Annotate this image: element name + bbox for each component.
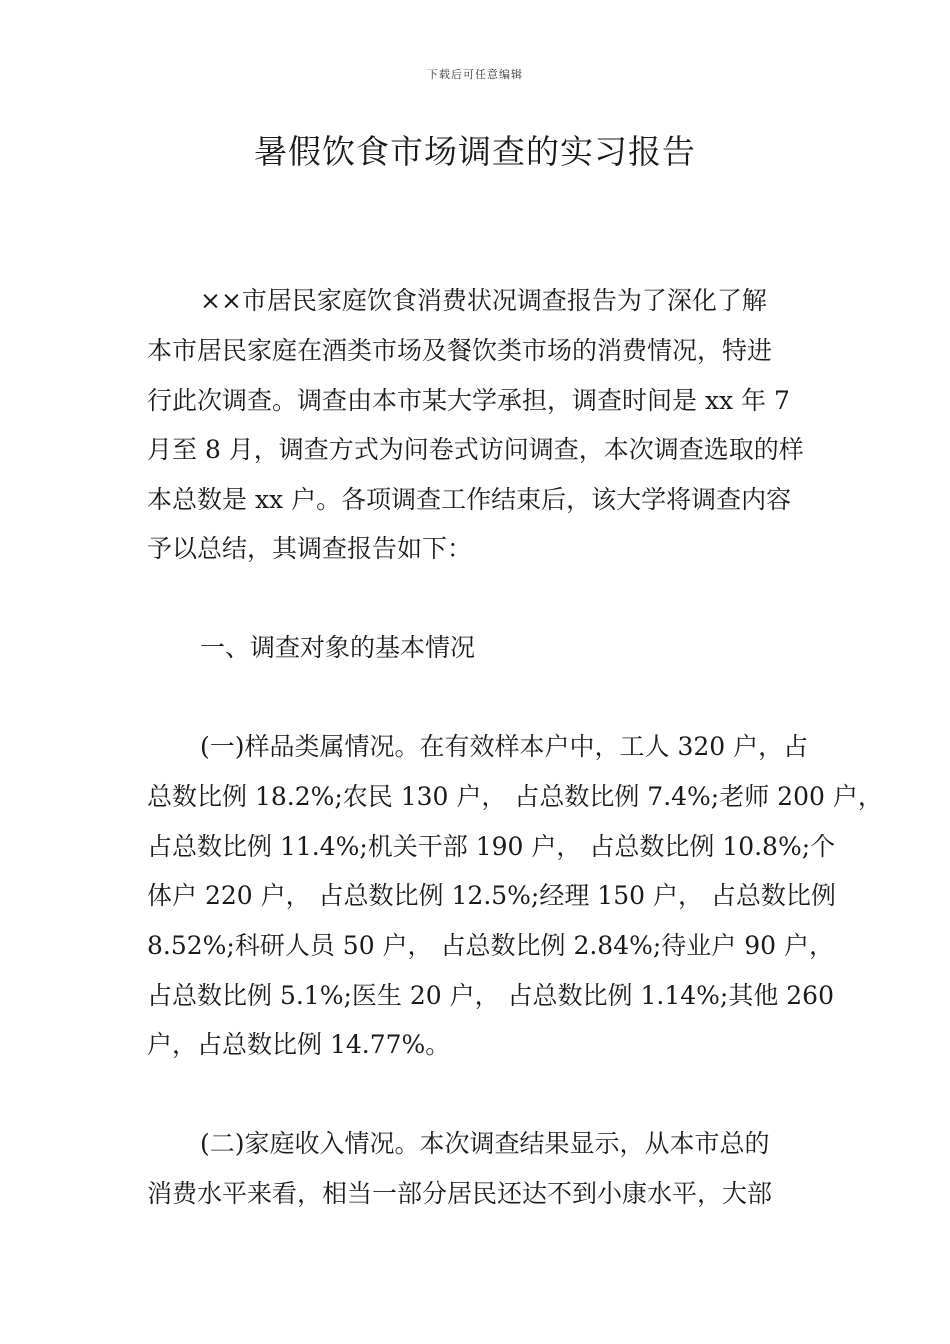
section-heading: 一、调查对象的基本情况 [200, 633, 476, 662]
header-note: 下载后可任意编辑 [427, 68, 523, 81]
text-line: 体户 220 户， 占总数比例 12.5%;经理 150 户， 占总数比例 [147, 881, 836, 910]
text-line: 月至 8 月，调查方式为问卷式访问调查，本次调查选取的样 [147, 435, 804, 464]
text-line: 本市居民家庭在酒类市场及餐饮类市场的消费情况，特进 [147, 336, 773, 365]
text-line: ××市居民家庭饮食消费状况调查报告为了深化了解 [200, 286, 767, 315]
document-title: 暑假饮食市场调查的实习报告 [254, 132, 696, 171]
text-line: 占总数比例 5.1%;医生 20 户， 占总数比例 1.14%;其他 260 [147, 981, 834, 1010]
text-line: 总数比例 18.2%;农民 130 户， 占总数比例 7.4%;老师 200 户， [147, 782, 883, 811]
text-line: 行此次调查。调查由本市某大学承担，调查时间是 xx 年 7 [147, 386, 790, 415]
text-line: 予以总结，其调查报告如下： [147, 534, 473, 563]
text-line: 占总数比例 11.4%;机关干部 190 户， 占总数比例 10.8%;个 [147, 832, 836, 861]
text-line: (二)家庭收入情况。本次调查结果显示，从本市总的 [200, 1129, 770, 1158]
text-line: 户，占总数比例 14.77%。 [147, 1030, 451, 1059]
text-line: 本总数是 xx 户。各项调查工作结束后，该大学将调查内容 [147, 485, 792, 514]
text-line: 消费水平来看，相当一部分居民还达不到小康水平，大部 [147, 1179, 773, 1208]
text-line: 8.52%;科研人员 50 户， 占总数比例 2.84%;待业户 90 户， [147, 931, 834, 960]
text-line: (一)样品类属情况。在有效样本户中，工人 320 户，占 [200, 732, 809, 761]
